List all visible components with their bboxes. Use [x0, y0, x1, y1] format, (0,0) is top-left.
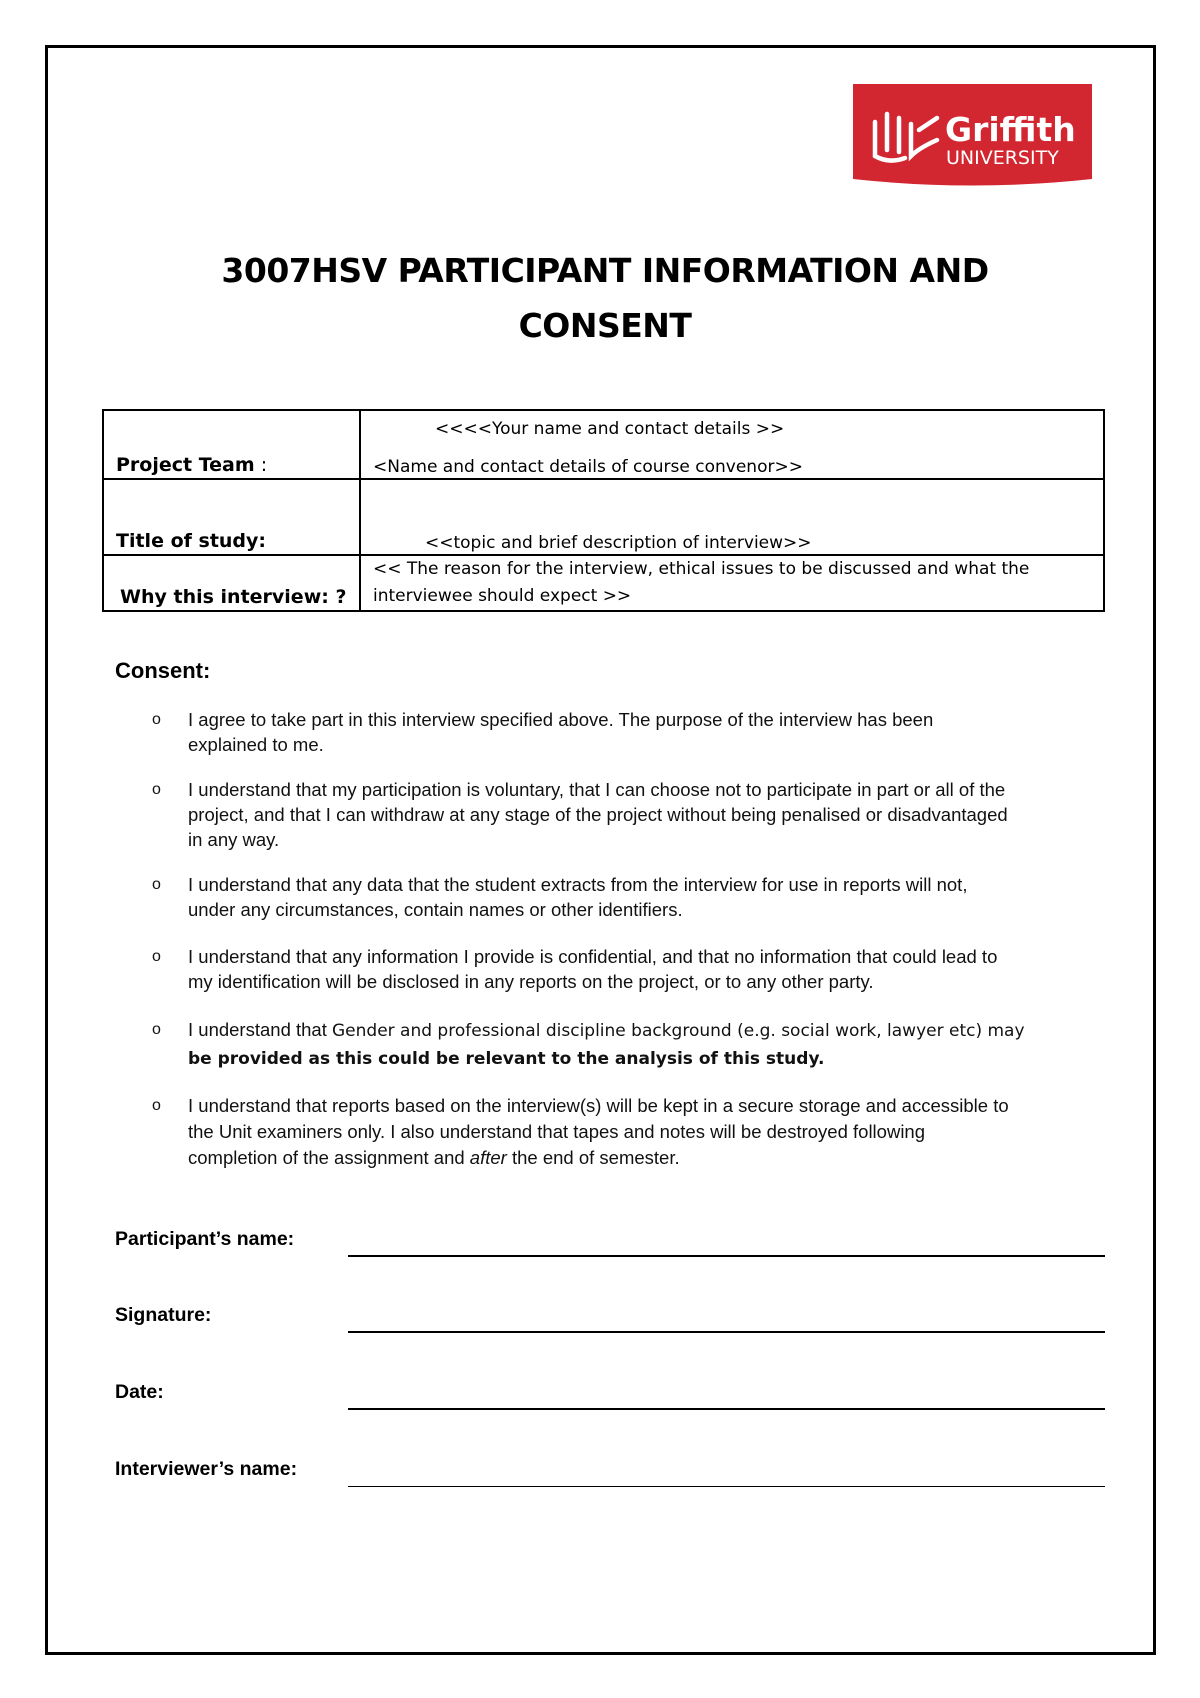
document-title-line1: 3007HSV PARTICIPANT INFORMATION AND	[221, 251, 989, 290]
interviewer-name-line[interactable]	[348, 1486, 1105, 1487]
project-team-line1: <<<<Your name and contact details >>	[435, 419, 785, 439]
participant-name-line[interactable]	[348, 1255, 1105, 1257]
why-this-interview-row	[103, 555, 1104, 611]
interviewer-name-label: Interviewer’s name:	[115, 1458, 298, 1480]
title-of-study-row	[103, 479, 1104, 555]
participant-name-field[interactable]	[115, 1217, 1105, 1257]
project-team-row	[103, 410, 1104, 479]
signature-label: Signature:	[115, 1304, 212, 1326]
bullet-icon: o	[152, 1021, 161, 1038]
bullet-icon: o	[152, 876, 161, 893]
consent-item: o I understand that any data that the student extracts from the interview for use in reports will not, under any circumstances, contain names or other identifiers.	[152, 874, 968, 920]
consent-item: o I understand that any information I provide is confidential, and that no information that could lead to my identification will be disclosed in any reports on the project, or to any other party.	[152, 946, 998, 992]
project-info-table	[102, 409, 1105, 612]
why-line1: << The reason for the interview, ethical issues to be discussed and what the	[373, 559, 1030, 579]
consent-heading: Consent:	[115, 658, 211, 683]
interviewer-name-field[interactable]	[115, 1447, 1105, 1487]
consent-statements	[150, 707, 1090, 1171]
project-team-value	[360, 410, 1104, 479]
bullet-icon: o	[152, 711, 161, 728]
title-of-study-label: Title of study:	[103, 479, 360, 555]
bullet-icon: o	[152, 948, 161, 965]
logo-name-line1: Griffith	[945, 110, 1076, 149]
signature-field[interactable]	[115, 1293, 1105, 1333]
date-field[interactable]	[115, 1370, 1105, 1410]
title-of-study-value: <<topic and brief description of interview>>	[360, 479, 1104, 555]
bullet-icon: o	[152, 1097, 161, 1114]
consent-item: o I agree to take part in this interview specified above. The purpose of the interview has been explained to me.	[152, 709, 934, 755]
why-this-interview-value	[360, 555, 1104, 611]
participant-name-label: Participant’s name:	[115, 1228, 295, 1250]
griffith-university-logo	[853, 84, 1092, 192]
project-team-line2: <Name and contact details of course convenor>>	[373, 457, 803, 477]
why-line2: interviewee should expect >>	[373, 586, 632, 606]
date-label: Date:	[115, 1381, 164, 1403]
consent-item: o I understand that Gender and professional discipline background (e.g. social work, lawyer etc) may be provided as this could be relevant to the analysis of this study.	[150, 1016, 1090, 1073]
signature-line[interactable]	[348, 1331, 1105, 1333]
project-team-label: Project Team :	[103, 410, 360, 479]
logo-name-line2: UNIVERSITY	[946, 147, 1059, 169]
document-title	[100, 243, 1110, 353]
bullet-icon: o	[152, 781, 161, 798]
why-this-interview-label: Why this interview: ?	[103, 555, 360, 611]
emphasis-text: Gender and professional discipline background (e.g. social work, lawyer etc)	[332, 1021, 983, 1041]
document-title-line2: CONSENT	[518, 306, 692, 345]
consent-item: o I understand that my participation is voluntary, that I can choose not to participate in part or all of the project, and that I can withdraw at any stage of the project without being penalised or disadvantaged in any way.	[152, 779, 1008, 850]
consent-item: o I understand that reports based on the interview(s) will be kept in a secure storage and accessible to the Unit examiners only. I also understand that tapes and notes will be destroyed following completion of the assignment and after the end of semester.	[152, 1095, 1009, 1168]
date-line[interactable]	[348, 1408, 1105, 1410]
